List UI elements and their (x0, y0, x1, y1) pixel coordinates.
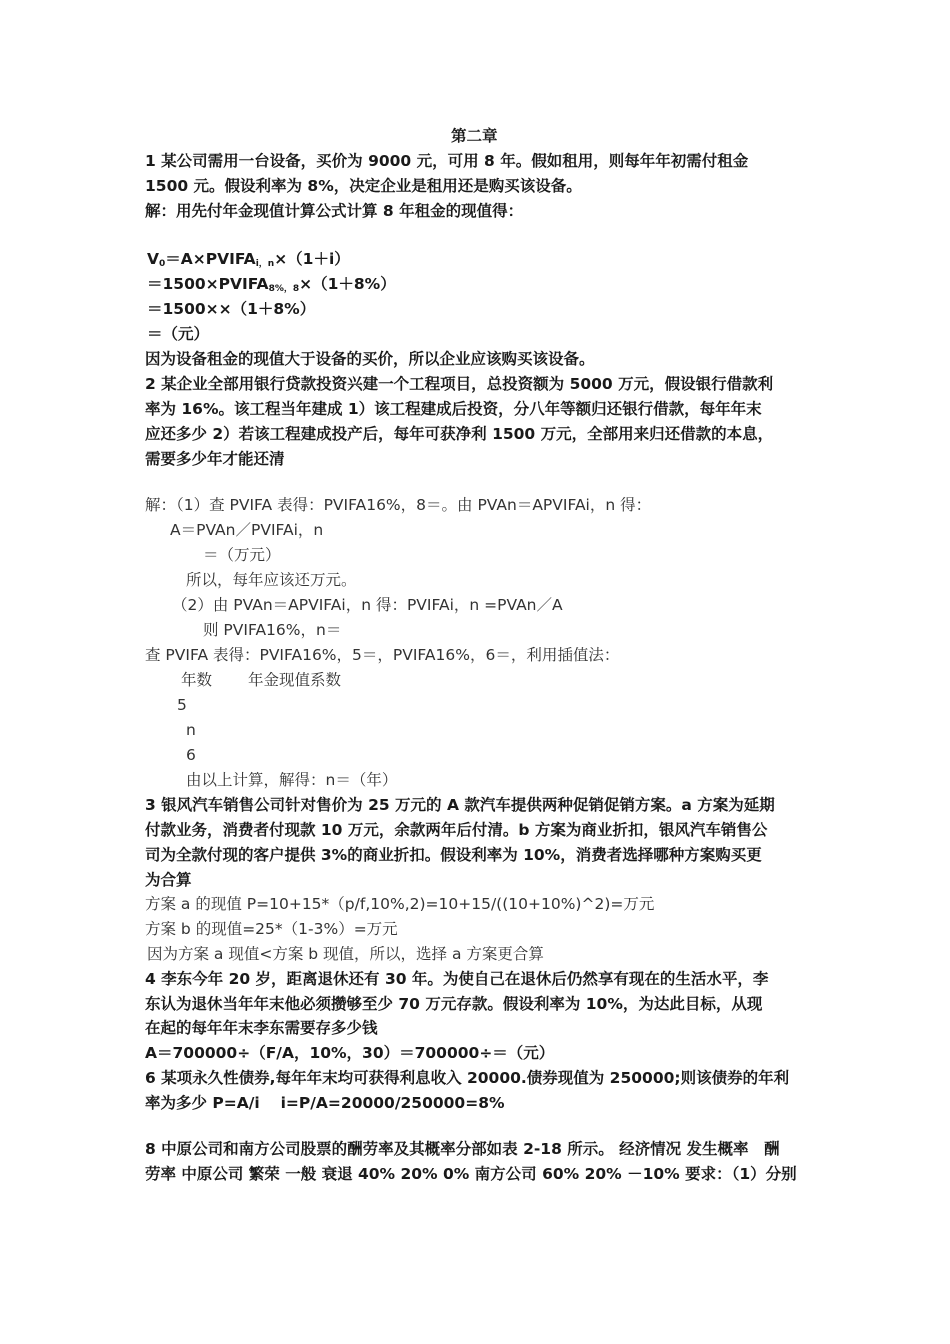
q2-solution-2: A＝PVAn／PVIFAi，n (170, 521, 324, 539)
q3-text-line-3: 司为全款付现的客户提供 3%的商业折扣。假设利率为 10%，消费者选择哪种方案购买更 (145, 846, 762, 864)
q1-formula-2-sub: 8%，8 (268, 284, 300, 294)
q8-text-line-1: 8 中原公司和南方公司股票的酬劳率及其概率分部如表 2-18 所示。 经济情况 发生概率 酬 (145, 1140, 780, 1158)
q1-formula-1-c: ×（1＋i） (274, 250, 350, 268)
q2-solution-1: 解：（1）查 PVIFA 表得：PVIFA16%，8＝。由 PVAn＝APVIFAi，n 得： (145, 496, 652, 514)
q3-solution-2: 方案 b 的现值=25*（1-3%）=万元 (145, 920, 398, 938)
q1-formula-1-a: V (147, 250, 159, 268)
q3-text-line-4: 为合算 (145, 871, 192, 889)
q2-text-line-1: 2 某企业全部用银行贷款投资兴建一个工程项目，总投资额为 5000 万元，假设银行借款利 (145, 375, 774, 393)
q3-solution-1: 方案 a 的现值 P=10+15*（p/f,10%,2)=10+15/((10+10%)^2)=万元 (145, 895, 655, 913)
q3-solution-3: 因为方案 a 现值<方案 b 现值，所以，选择 a 方案更合算 (147, 945, 544, 963)
q1-solution-intro: 解：用先付年金现值计算公式计算 8 年租金的现值得： (145, 202, 524, 220)
q2-text-line-2: 率为 16%。该工程当年建成 1）该工程建成后投资，分八年等额归还银行借款，每年年末 (145, 400, 762, 418)
q3-text-line-1: 3 银风汽车销售公司针对售价为 25 万元的 A 款汽车提供两种促销促销方案。a 方案为延期 (145, 796, 775, 814)
q2-solution-4: 所以，每年应该还万元。 (186, 571, 357, 589)
q4-text-line-1: 4 李东今年 20 岁，距离退休还有 30 年。为使自己在退休后仍然享有现在的生活水平，李 (145, 970, 769, 988)
q2-table-row-2: n (186, 721, 196, 739)
q1-formula-2 (147, 272, 396, 297)
q2-solution-8: 由以上计算，解得：n＝（年） (186, 771, 398, 789)
q1-formula-1-b: ＝A×PVIFA (165, 250, 256, 268)
q4-solution-1: A＝700000÷（F/A，10%，30）＝700000÷＝（元） (145, 1044, 555, 1062)
q1-formula-4: ＝（元） (147, 325, 210, 343)
q1-formula-1 (147, 247, 350, 272)
q2-solution-5: （2）由 PVAn＝APVIFAi，n 得：PVIFAi，n =PVAn／A (172, 596, 563, 614)
q1-conclusion: 因为设备租金的现值大于设备的买价，所以企业应该购买该设备。 (145, 350, 595, 368)
q2-text-line-4: 需要多少年才能还清 (145, 450, 285, 468)
q2-solution-6: 则 PVIFA16%，n＝ (203, 621, 342, 639)
q8-text-line-2: 劳率 中原公司 繁荣 一般 衰退 40% 20% 0% 南方公司 60% 20% －10% 要求：（1）分别 (145, 1165, 797, 1183)
q2-solution-3: ＝（万元） (203, 546, 281, 564)
q6-text-line-2: 率为多少 P=A/i i=P/A=20000/250000=8% (145, 1094, 505, 1112)
chapter-title: 第二章 (451, 127, 498, 145)
q1-formula-3: ＝1500××（1＋8%） (147, 300, 316, 318)
q4-text-line-2: 东认为退休当年年末他必须攒够至少 70 万元存款。假设利率为 10%，为达此目标，从现 (145, 995, 763, 1013)
q1-text-line-1: 1 某公司需用一台设备，买价为 9000 元，可用 8 年。假如租用，则每年年初需付租金 (145, 152, 749, 170)
q2-table-row-3: 6 (186, 746, 196, 764)
q4-text-line-3: 在起的每年年末李东需要存多少钱 (145, 1019, 378, 1037)
q1-formula-2-a: ＝1500×PVIFA (147, 275, 269, 293)
q2-table-header-factor: 年金现值系数 (248, 671, 342, 689)
q3-text-line-2: 付款业务，消费者付现款 10 万元，余款两年后付清。b 方案为商业折扣，银风汽车销售公 (145, 821, 768, 839)
q1-text-line-2: 1500 元。假设利率为 8%，决定企业是租用还是购买该设备。 (145, 177, 582, 195)
q1-formula-1-sub0: 0 (159, 259, 166, 269)
q2-text-line-3: 应还多少 2）若该工程建成投产后，每年可获净利 1500 万元，全部用来归还借款的本息， (145, 425, 774, 443)
q1-formula-1-sub1: i，n (255, 259, 275, 269)
q2-table-row-1: 5 (177, 696, 187, 714)
q2-solution-7: 查 PVIFA 表得：PVIFA16%，5＝，PVIFA16%，6＝，利用插值法： (145, 646, 620, 664)
q2-table-header-years: 年数 (181, 671, 213, 689)
q1-formula-2-b: ×（1＋8%） (299, 275, 396, 293)
q6-text-line-1: 6 某项永久性债券,每年年末均可获得利息收入 20000.债券现值为 250000;则该债券的年利 (145, 1069, 790, 1087)
